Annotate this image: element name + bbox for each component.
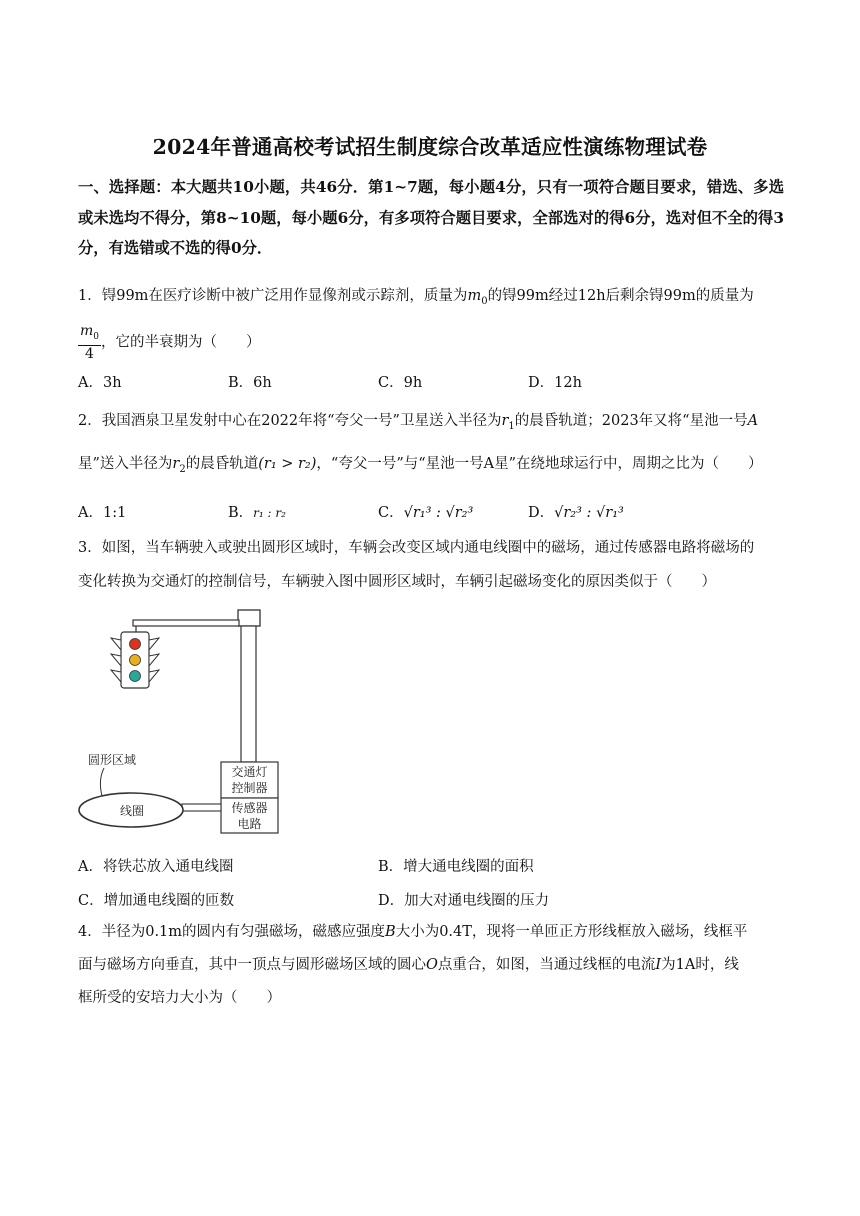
q1-line2: $\frac{m_0}{4}$ ，它的半衰期为（ ） [80, 323, 261, 362]
yellow-light-icon [130, 655, 141, 666]
sensor-label-1: 传感器 [231, 801, 268, 815]
q2-line1: 2．我国酒泉卫星发射中心在2022年将“夸父一号”卫星送入半径为$r_1$的晨昏轨道；2023年又将“星池一号A [78, 413, 759, 432]
controller-label-2: 控制器 [231, 781, 268, 795]
pole-cap [238, 610, 260, 626]
q3-line1: 3．如图，当车辆驶入或驶出圆形区域时，车辆会改变区域内通电线圈中的磁场，通过传感器电路将磁场的 [78, 540, 755, 556]
q2-option-a: A．1:1 [78, 505, 127, 521]
section-heading: 一、选择题：本大题共10小题，共46分．第1~7题，每小题4分，只有一项符合题目要求，错选、多选或未选均不得分，第8~10题，每小题6分，有多项符合题目要求，全部选对的得6分，选对但不全的得3分，有选错或不选的得0分． [78, 178, 784, 257]
q1-option-b: B．6h [228, 375, 272, 391]
q4-line2: 面与磁场方向垂直，其中一顶点与圆形磁场区域的圆心O点重合，如图，当通过线框的电流I为1A时，线 [78, 957, 739, 973]
region-leader-line [100, 768, 104, 796]
q1-line1: 1．锝99m在医疗诊断中被广泛用作显像剂或示踪剂，质量为$m_0$的锝99m经过12h后剩余锝99m的质量为 [78, 288, 754, 307]
q1-option-d: D．12h [528, 375, 582, 391]
connector-cable [182, 804, 221, 811]
q3-option-c: C．增加通电线圈的匝数 [78, 893, 235, 909]
region-label: 圆形区域 [88, 753, 137, 767]
q4-line1: 4．半径为0.1m的圆内有匀强磁场，磁感应强度B大小为0.4T，现将一单匝正方形线框放入磁场，线框平 [78, 924, 748, 940]
q2-option-d: D．√r₂³ : √r₁³ [528, 505, 624, 521]
pole [241, 626, 256, 762]
q3-option-a: A．将铁芯放入通电线圈 [78, 859, 234, 875]
coil-label: 线圈 [119, 804, 145, 818]
q4-line3: 框所受的安培力大小为（ ） [78, 990, 281, 1006]
q3-line2: 变化转换为交通灯的控制信号，车辆驶入图中圆形区域时，车辆引起磁场变化的原因类似于（ ） [78, 574, 716, 590]
traffic-light-figure [78, 608, 298, 836]
q3-option-b: B．增大通电线圈的面积 [378, 859, 534, 875]
red-light-icon [130, 639, 141, 650]
sensor-label-2: 电路 [237, 817, 262, 831]
q1-option-c: C．9h [378, 375, 423, 391]
q2-option-b: B．r₁ : r₂ [228, 505, 286, 521]
paper-title: 2024年普通高校考试招生制度综合改革适应性演练物理试卷 [152, 135, 708, 159]
green-light-icon [130, 671, 141, 682]
fraction-m0-over-4: $\frac{m_0}{4}$ [80, 323, 100, 362]
pole-arm [133, 620, 239, 626]
q2-line2: 星”送入半径为$r_2$的晨昏轨道(r₁ > r₂)，“夸父一号”与“星池一号A星”在绕地球运行中，周期之比为（ ） [78, 456, 763, 475]
q1-option-a: A．3h [78, 375, 122, 391]
q3-option-d: D．加大对通电线圈的压力 [378, 893, 550, 909]
q2-option-c: C．√r₁³ : √r₂³ [378, 505, 474, 521]
controller-label-1: 交通灯 [231, 765, 268, 779]
